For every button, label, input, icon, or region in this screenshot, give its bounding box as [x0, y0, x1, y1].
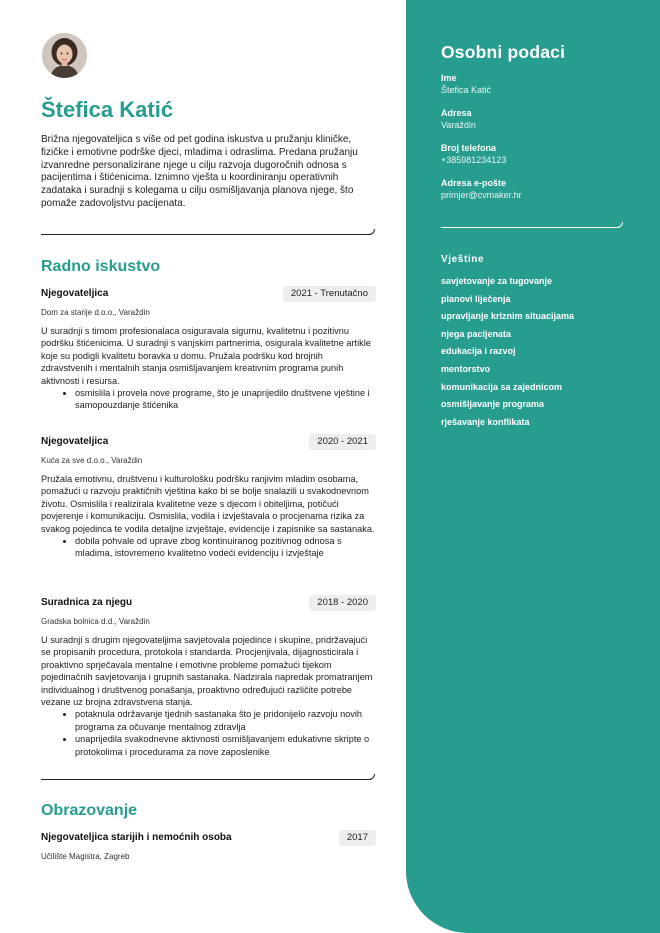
- job-company: Gradska bolnica d.d., Varaždin: [41, 617, 150, 626]
- field-label: Adresa e-pošte: [441, 178, 507, 188]
- section-divider: [41, 779, 371, 780]
- avatar: [42, 33, 87, 78]
- personal-field-phone: [441, 142, 506, 166]
- section-divider-hook: [369, 774, 375, 780]
- job-title: Suradnica za njegu: [41, 597, 133, 608]
- job-date-badge: 2018 - 2020: [309, 595, 376, 611]
- job-achievements: [41, 535, 376, 560]
- personal-info-title: Osobni podaci: [441, 42, 566, 62]
- education-date-badge: 2017: [339, 830, 376, 846]
- job-entry: [41, 434, 376, 560]
- education-title: Obrazovanje: [41, 802, 138, 819]
- person-name: Štefica Katić: [41, 97, 174, 122]
- field-value: +385981234123: [441, 155, 507, 165]
- skills-list: [441, 275, 574, 433]
- job-entry: [41, 286, 376, 412]
- job-date-badge: 2020 - 2021: [309, 434, 376, 450]
- job-title: Njegovateljica: [41, 436, 109, 447]
- section-divider: [41, 234, 371, 235]
- job-achievements: [41, 708, 376, 758]
- job-achievements: [41, 387, 376, 412]
- achievement-item: • unaprijedila svakodnevne aktivnosti osmišljavanjem edukativne skripte o protokolima i procedurama za nove zaposlenike: [75, 733, 376, 758]
- job-description: U suradnji s drugim njegovateljima savjetovala pojedince i skupine, pridržavajući se propisanih procedura, protokola i standarda. Procjenjivala, dijagnosticirala i proaktivno sprječavala mentalne i emotivne probleme pomažući tijekom pojedinačnih savjetovanja i grupnih sastanaka. Nadzirala napredak promatranjem individualnog i društvenog ponašanja, proaktivno određujući različite potrebe vezane uz brojna zdravstvena stanja.: [41, 635, 373, 708]
- portrait-photo: [42, 33, 87, 78]
- sidebar: [406, 0, 660, 933]
- profile-summary: Brižna njegovateljica s više od pet godina iskustva u pružanju kliničke, fizičke i emotivne podrške djeci, mladima i odraslima. Predana pružanju izvanredne personalizirane njege u cilju razvoja dugoročnih odnosa s pacijentima i štićenicima. Iznimno vješta u koordiniranju operativnih zadataka i suradnji s kolegama u cilju osmišljavanja planova njege, što pomaže zadovoljstvu pacijenata.: [41, 134, 358, 209]
- job-company: Kuća za sve d.o.o., Varaždin: [41, 456, 143, 465]
- job-description: Pružala emotivnu, društvenu i kulturološku podršku ranjivim mladim osobama, pomažući u razvoju praktičnih vještina kako bi se bolje snalazili u svakodnevnom životu. Osmislila i realizirala kvalitetne veze s djecom i obiteljima, potičući povjerenje i komunikaciju. Osmislila, vodila i izvještavala o procjenama rizika za svakog pojedinca te vodila detaljne izvještaje, evidencije i zapisnike sa sastanaka.: [41, 474, 375, 534]
- skill-item: osmišljavanje programa: [441, 399, 545, 410]
- personal-field-email: [441, 177, 522, 201]
- field-label: Ime: [441, 73, 457, 83]
- job-title: Njegovateljica: [41, 288, 109, 299]
- skill-item: planovi liječenja: [441, 293, 511, 304]
- job-date-badge: 2021 - Trenutačno: [283, 286, 376, 302]
- skills-title: Vještine: [441, 254, 485, 265]
- achievement-item: • dobila pohvale od uprave zbog kontinuiranog pozitivnog odnosa s mladima, istovremeno kvalitetno vodeći evidenciju i izvještaje: [75, 535, 376, 560]
- field-label: Broj telefona: [441, 143, 497, 153]
- section-divider-hook: [369, 229, 375, 235]
- experience-title: Radno iskustvo: [41, 258, 161, 275]
- personal-field-address: [441, 107, 476, 131]
- skill-item: komunikacija sa zajednicom: [441, 381, 563, 392]
- education-school: Učilište Magistra, Zagreb: [41, 852, 130, 861]
- skill-item: upravljanje kriznim situacijama: [441, 311, 575, 322]
- personal-field-name: [441, 72, 491, 96]
- education-entry: [41, 830, 376, 862]
- field-label: Adresa: [441, 108, 472, 118]
- sidebar-divider: [441, 227, 619, 228]
- achievement-item: • osmislila i provela nove programe, što je unaprijedilo društvene vještine i samopouzdanje štićenika: [75, 387, 376, 412]
- sidebar-divider-hook: [617, 222, 623, 228]
- job-company: Dom za starije d.o.o., Varaždin: [41, 308, 150, 317]
- job-description: U suradnji s timom profesionalaca osiguravala sigurnu, kvalitetnu i pozitivnu podršku štićenicima. U suradnji s vanjskim partnerima, osigurala kvalitetne artikle koje su podigli kvalitetu boravka u domu. Pružala podršku kod brojnih zdravstvenih i mentalnih stanja osmišljavanjem kreativnim programa punih aktivnosti i resursa.: [41, 326, 371, 386]
- skill-item: mentorstvo: [441, 363, 491, 374]
- education-degree: Njegovateljica starijih i nemoćnih osoba: [41, 832, 232, 843]
- job-entry: [41, 595, 376, 758]
- skill-item: njega pacijenata: [441, 328, 512, 339]
- skill-item: edukacija i razvoj: [441, 346, 516, 357]
- field-value: primjer@cvmaker.hr: [441, 190, 522, 200]
- achievement-item: • potaknula održavanje tjednih sastanaka što je pridonijelo razvoju novih programa za očuvanje mentalnog zdravlja: [75, 708, 376, 733]
- field-value: Varaždin: [441, 120, 476, 130]
- field-value: Štefica Katić: [441, 85, 492, 95]
- skill-item: savjetovanje za tugovanje: [441, 276, 553, 286]
- skill-item: rješavanje konflikata: [441, 416, 530, 427]
